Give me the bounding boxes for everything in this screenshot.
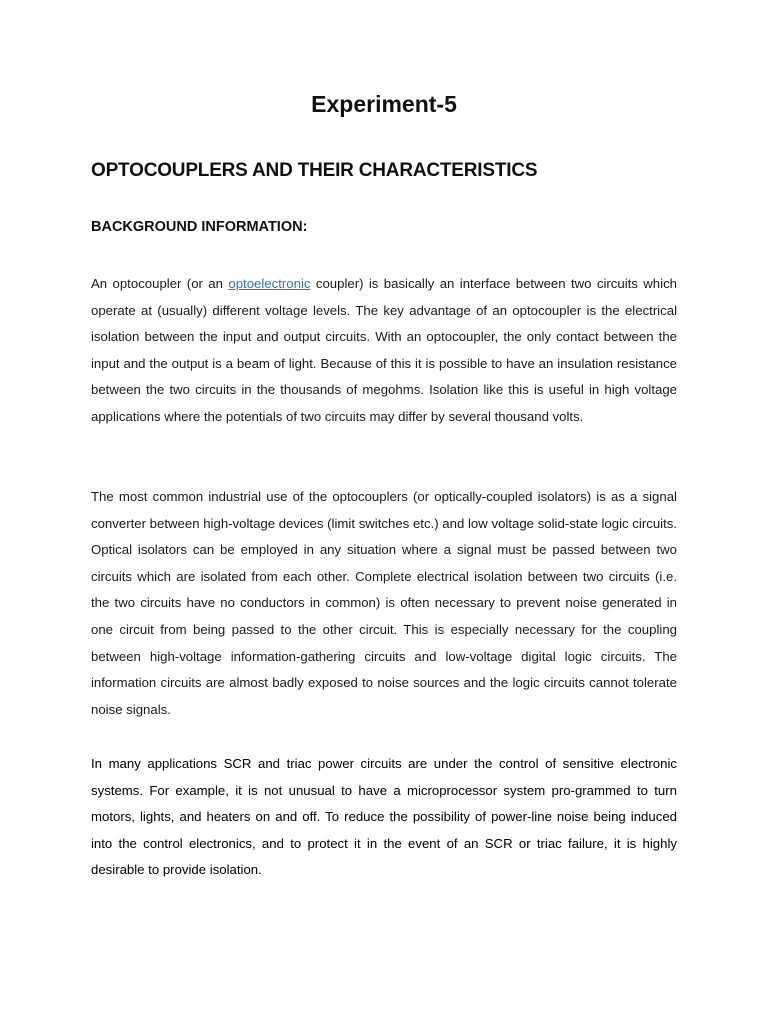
paragraph-industrial-use: The most common industrial use of the optocouplers (or optically-coupled isolators) is as a signal converter between high-voltage devices (limit switches etc.) and low voltage solid-state logic circuits. Optical isolators can be employed in any situation where a signal must be passed between two circuits which are isolated from each other. Complete electrical isolation between two circuits (i.e. the two circuits have no conductors in common) is often necessary to prevent noise generated in one circuit from being passed to the other circuit. This is especially necessary for the coupling between high-voltage information-gathering circuits and low-voltage digital logic circuits. The information circuits are almost badly exposed to noise sources and the logic circuits cannot tolerate noise signals. <box>91 489 677 717</box>
page-title: Experiment-5 <box>311 91 457 117</box>
paragraph-intro <box>91 271 677 431</box>
paragraph-applications: In many applications SCR and triac power circuits are under the control of sensitive electronic systems. For example, it is not unusual to have a microprocessor system pro-grammed to turn motors, lights, and heaters on and off. To reduce the possibility of power-line noise being induced into the control electronics, and to protect it in the event of an SCR or triac failure, it is highly desirable to provide isolation. <box>91 756 677 878</box>
optoelectronic-link[interactable]: optoelectronic <box>228 276 311 291</box>
paragraph-intro-start: An optocoupler (or an <box>91 276 229 291</box>
paragraph-intro-rest: coupler) is basically an interface between two circuits which operate at (usually) different voltage levels. The key advantage of an optocoupler is the electrical isolation between the input and output circuits. With an optocoupler, the only contact between the input and the output is a beam of light. Because of this it is possible to have an insulation resistance between the two circuits in the thousands of megohms. Isolation like this is useful in high voltage applications where the potentials of two circuits may differ by several thousand volts. <box>91 276 677 424</box>
section-heading: OPTOCOUPLERS AND THEIR CHARACTERISTICS <box>91 160 538 181</box>
background-heading: BACKGROUND INFORMATION: <box>91 219 308 235</box>
